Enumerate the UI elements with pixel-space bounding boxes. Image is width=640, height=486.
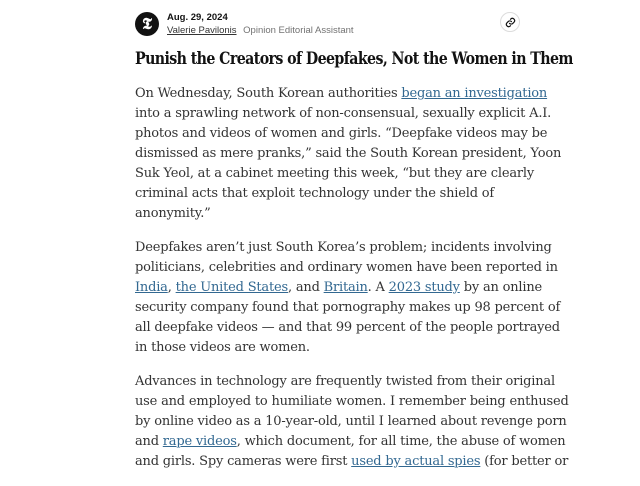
body-text: photos and videos of women and girls. “Deepfake videos may be [135, 126, 548, 141]
nyt-logo[interactable]: 𝕿 [135, 12, 159, 36]
body-text: all deepfake videos — and that 99 percent of the people portrayed [135, 320, 560, 335]
text-line [135, 338, 530, 358]
body-text: On Wednesday, South Korean authorities [135, 86, 402, 101]
article-body [135, 84, 569, 486]
text-line [135, 144, 562, 164]
body-text: security company found that pornography makes up 98 percent of [135, 300, 561, 315]
article-paragraph [135, 372, 569, 472]
link-icon [505, 17, 516, 28]
text-line [135, 372, 555, 392]
author-role: Opinion Editorial Assistant [243, 25, 354, 36]
text-line [135, 104, 552, 124]
text-line [135, 184, 530, 204]
publish-date: Aug. 29, 2024 [167, 12, 228, 23]
inline-link[interactable]: began an investigation [401, 86, 548, 101]
body-text: . A [367, 280, 389, 295]
text-line [135, 204, 530, 224]
text-line [135, 392, 569, 412]
byline [167, 25, 354, 36]
text-line [135, 84, 548, 104]
body-text: politicians, celebrities and ordinary women have been reported in [135, 260, 558, 275]
copy-link-button[interactable] [500, 12, 520, 32]
text-line [135, 432, 566, 452]
body-text: , and [287, 280, 324, 295]
body-text: , which document, for all time, the abuse of women [236, 434, 566, 449]
text-line [135, 258, 558, 278]
body-text: in those videos are women. [135, 340, 310, 355]
body-text: Suk Yeol, at a cabinet meeting this week, “but they are clearly [135, 166, 534, 181]
text-line [135, 452, 569, 472]
text-line [135, 164, 534, 184]
article-headline: Punish the Creators of Deepfakes, Not the Women in Them [135, 49, 573, 68]
inline-link[interactable]: rape videos [162, 434, 237, 449]
inline-link[interactable]: 2023 study [388, 280, 460, 295]
body-text: and [135, 434, 163, 449]
body-text: by online video as a 10-year-old, until I learned about revenge porn [135, 414, 567, 429]
text-line [135, 318, 560, 338]
text-line [135, 278, 542, 298]
article-paragraph [135, 84, 562, 224]
body-text: Deepfakes aren’t just South Korea’s problem; incidents involving [135, 240, 552, 255]
article-paragraph [135, 238, 561, 358]
body-text: into a sprawling network of non-consensual, sexually explicit A.I. [135, 106, 552, 121]
body-text: criminal acts that exploit technology under the shield of [135, 186, 494, 201]
inline-link[interactable]: Britain [323, 280, 368, 295]
inline-link[interactable]: used by actual spies [351, 454, 481, 469]
body-text: by an online [459, 280, 542, 295]
text-line [135, 412, 567, 432]
text-line [135, 298, 561, 318]
body-text: anonymity.” [135, 206, 211, 221]
inline-link[interactable]: the United States [175, 280, 288, 295]
inline-link[interactable]: India [135, 280, 168, 295]
body-text: (for better or [480, 454, 569, 469]
text-line [135, 124, 548, 144]
body-text: Advances in technology are frequently twisted from their original [135, 374, 555, 389]
body-text: use and employed to humiliate women. I remember being enthused [135, 394, 569, 409]
text-line [135, 238, 552, 258]
body-text: , [167, 280, 176, 295]
body-text: and girls. Spy cameras were first [135, 454, 352, 469]
body-text: dismissed as mere pranks,” said the South Korean president, Yoon [135, 146, 562, 161]
author-link[interactable]: Valerie Pavilonis [167, 25, 237, 36]
